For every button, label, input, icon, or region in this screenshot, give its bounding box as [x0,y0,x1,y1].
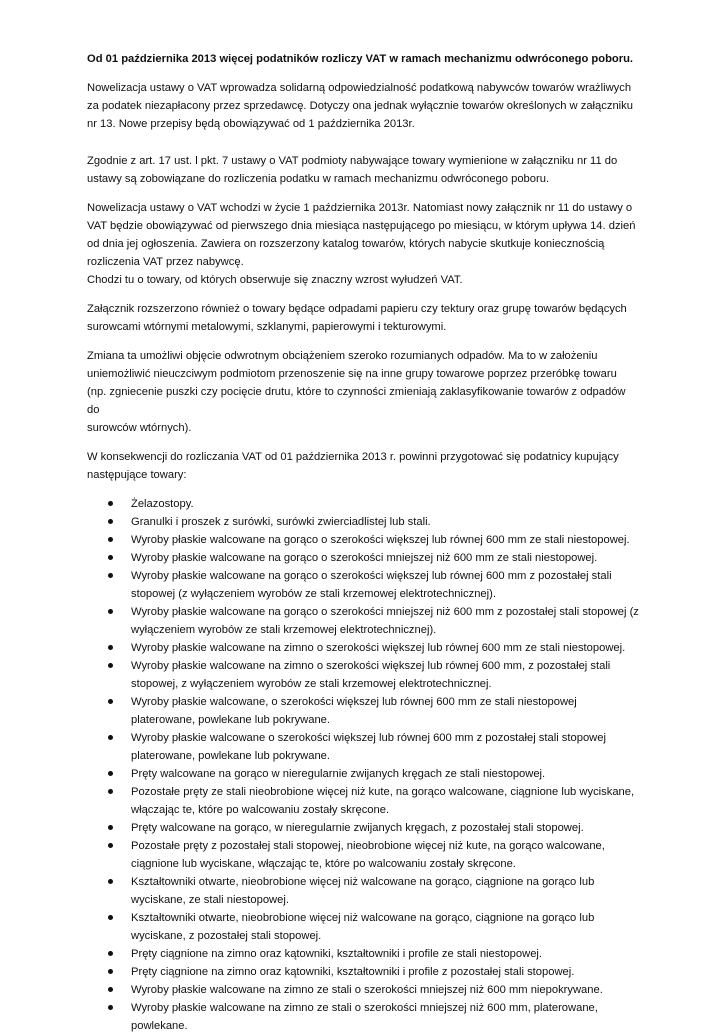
paragraph-legal-basis [87,152,639,188]
list-item-line: Granulki i proszek z surówki, surówki zwierciadlistej lub stali. [131,516,431,528]
list-item [87,963,639,981]
paragraph-line: Zmiana ta umożliwi objęcie odwrotnym obciążeniem szeroko rozumianych odpadów. Ma to w założeniu [87,350,598,362]
bullet-point-icon [108,789,113,794]
list-item [87,603,639,639]
list-item-line: Wyroby płaskie walcowane na zimno o szerokości większej lub równej 600 mm ze stali niestopowej. [131,642,626,654]
bullet-point-icon [108,699,113,704]
list-item [87,945,639,963]
paragraph-line: za podatek niezapłacony przez sprzedawcę. Dotyczy ona jednak wyłącznie towarów określonych w załączniku [87,100,633,112]
bullet-point-icon [108,735,113,740]
paragraph-line: Nowelizacja ustawy o VAT wchodzi w życie 1 października 2013r. Natomiast nowy załącznik nr 11 do ustawy o [87,202,633,214]
list-item-line: Pręty walcowane na gorąco w nieregularnie zwijanych kręgach ze stali niestopowej. [131,768,546,780]
list-item-line: Wyroby płaskie walcowane, o szerokości większej lub równej 600 mm ze stali niestopowej [131,696,577,708]
list-item-line: wyciskane, ze stali niestopowej. [131,894,289,906]
list-item-line: Kształtowniki otwarte, nieobrobione więcej niż walcowane na gorąco, ciągnione na gorąco lub [131,912,595,924]
paragraph-line: (np. zgniecenie puszki czy pocięcie drutu, które to czynności zmieniają zaklasyfikowanie towarów z odpadów do [87,386,626,416]
paragraph-line: Załącznik rozszerzono również o towary będące odpadami papieru czy tektury oraz grupę towarów będących [87,303,627,315]
paragraph-waste-paper [87,300,639,336]
list-item-line: platerowane, powlekane lub pokrywane. [131,714,331,726]
list-item [87,693,639,729]
paragraph-effective-date [87,199,639,289]
list-item [87,495,639,513]
list-item [87,657,639,693]
list-item [87,549,639,567]
list-item [87,981,639,999]
bullet-point-icon [108,609,113,614]
list-item-line: Wyroby płaskie walcowane na zimno o szerokości większej lub równej 600 mm, z pozostałej stali [131,660,611,672]
list-item-line: Pręty ciągnione na zimno oraz kątowniki, kształtowniki i profile z pozostałej stali stopowej. [131,966,575,978]
list-item-line: ciągnione lub wyciskane, włączając te, które po walcowaniu zostały skręcone. [131,858,516,870]
list-item-line: Wyroby płaskie walcowane na gorąco o szerokości mniejszej niż 600 mm ze stali niestopowej. [131,552,598,564]
paragraph-line: następujące towary: [87,469,187,481]
bullet-point-icon [108,843,113,848]
list-item-line: platerowane, powlekane lub pokrywane. [131,750,331,762]
paragraph-line: od dnia jej ogłoszenia. Zawiera on rozszerzony katalog towarów, których nabycie skutkuje koniecznością [87,238,605,250]
list-item-line: wyłączeniem wyrobów ze stali krzemowej elektrotechnicznej). [131,624,437,636]
paragraph-line: surowcami wtórnymi metalowymi, szklanymi, papierowymi i tekturowymi. [87,321,447,333]
paragraph-line: surowców wtórnych). [87,422,192,434]
bullet-point-icon [108,519,113,524]
bullet-point-icon [108,645,113,650]
list-item [87,639,639,657]
list-item-line: Pozostałe pręty ze stali nieobrobione więcej niż kute, na gorąco walcowane, ciągnione lub wyciskane, [131,786,635,798]
list-item [87,999,639,1035]
paragraph-line: nr 13. Nowe przepisy będą obowiązywać od 1 października 2013r. [87,118,415,130]
paragraph-line: W konsekwencji do rozliczania VAT od 01 października 2013 r. powinni przygotować się podatnicy kupujący [87,451,619,463]
paragraph-line: rozliczenia VAT przez nabywcę. [87,256,244,268]
bullet-point-icon [108,951,113,956]
list-item-line: stopowej, z wyłączeniem wyrobów ze stali krzemowej elektrotechnicznej. [131,678,492,690]
list-item [87,783,639,819]
list-item [87,765,639,783]
list-item-line: Wyroby płaskie walcowane na gorąco o szerokości mniejszej niż 600 mm z pozostałej stali stopowej (z [131,606,639,618]
list-item-line: Pręty ciągnione na zimno oraz kątowniki, kształtowniki i profile ze stali niestopowej. [131,948,543,960]
bullet-point-icon [108,969,113,974]
list-item-line: Pręty walcowane na gorąco, w nieregularnie zwijanych kręgach, z pozostałej stali stopowej. [131,822,584,834]
paragraph-line: ustawy są zobowiązane do rozliczenia podatku w ramach mechanizmu odwróconego poboru. [87,173,550,185]
list-item [87,873,639,909]
bullet-point-icon [108,663,113,668]
list-item [87,513,639,531]
list-item-line: stopowej (z wyłączeniem wyrobów ze stali krzemowej elektrotechnicznej). [131,588,496,600]
paragraph-line: VAT będzie obowiązywać od pierwszego dnia miesiąca następującego po miesiącu, w którym upływa 14. dzień [87,220,636,232]
list-item-line: Wyroby płaskie walcowane o szerokości większej lub równej 600 mm z pozostałej stali stopowej [131,732,606,744]
list-item-line: Wyroby płaskie walcowane na zimno ze stali o szerokości mniejszej niż 600 mm, platerowane, [131,1002,598,1014]
list-item [87,567,639,603]
list-item-line: Wyroby płaskie walcowane na gorąco o szerokości większej lub równej 600 mm ze stali niestopowej. [131,534,630,546]
bullet-point-icon [108,915,113,920]
list-item-line: Wyroby płaskie walcowane na zimno ze stali o szerokości mniejszej niż 600 mm niepokrywane. [131,984,603,996]
list-item [87,531,639,549]
bullet-point-icon [108,1005,113,1010]
list-item-line: Pozostałe pręty z pozostałej stali stopowej, nieobrobione więcej niż kute, na gorąco walcowane, [131,840,605,852]
bullet-point-icon [108,987,113,992]
list-item-line: Żelazostopy. [131,498,194,510]
bullet-point-icon [108,771,113,776]
bullet-point-icon [108,879,113,884]
list-item-line: Kształtowniki otwarte, nieobrobione więcej niż walcowane na gorąco, ciągnione na gorąco lub [131,876,595,888]
paragraph-intro [87,79,639,133]
bullet-point-icon [108,555,113,560]
list-item [87,819,639,837]
paragraph-line: uniemożliwić nieuczciwym podmiotom przenoszenie się na inne grupy towarowe poprzez przeróbkę towaru [87,368,617,380]
paragraph-consequence [87,448,639,484]
paragraph-reverse-charge-waste [87,347,639,437]
bullet-point-icon [108,825,113,830]
paragraph-line: Zgodnie z art. 17 ust. l pkt. 7 ustawy o VAT podmioty nabywające towary wymienione w załączniku nr 11 do [87,155,618,167]
list-item-line: włączając te, które po walcowaniu zostały skręcone. [131,804,390,816]
list-item-line: wyciskane, z pozostałej stali stopowej. [131,930,322,942]
paragraph-line: Nowelizacja ustawy o VAT wprowadza solidarną odpowiedzialność podatkową nabywców towarów wrażliwych [87,82,632,94]
paragraph-line: Chodzi tu o towary, od których obserwuje się znaczny wzrost wyłudzeń VAT. [87,274,463,286]
bullet-point-icon [108,501,113,506]
list-item [87,729,639,765]
list-item [87,837,639,873]
document-page [87,50,639,1035]
list-item-line: Wyroby płaskie walcowane na gorąco o szerokości większej lub równej 600 mm z pozostałej stali [131,570,612,582]
bullet-point-icon [108,573,113,578]
list-item [87,909,639,945]
document-title: Od 01 października 2013 więcej podatników rozliczy VAT w ramach mechanizmu odwróconego poboru. [87,53,634,65]
list-item-line: powlekane. [131,1020,188,1032]
goods-list [87,495,639,1035]
bullet-point-icon [108,537,113,542]
